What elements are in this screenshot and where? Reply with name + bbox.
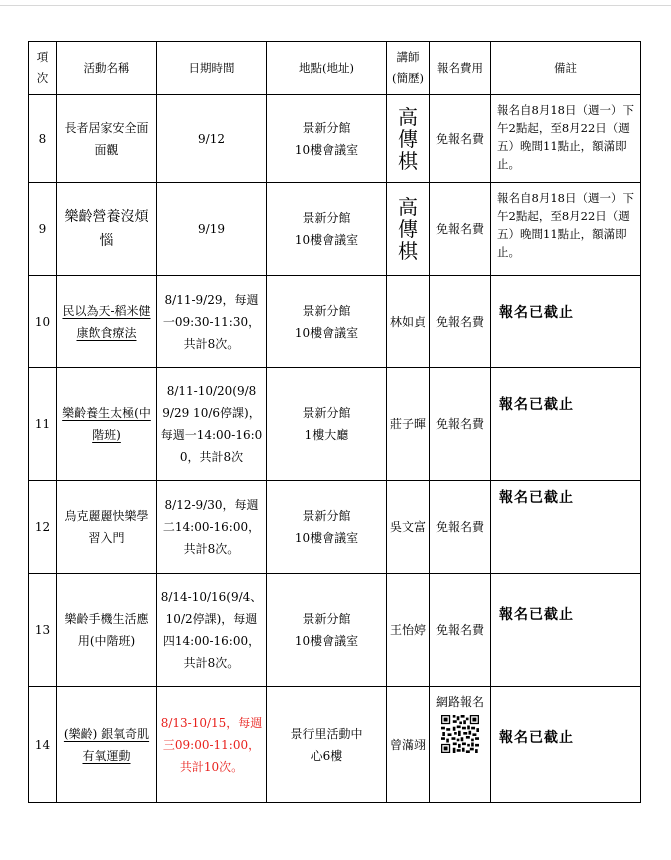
row-fee-label: 網路報名: [435, 695, 484, 709]
row-note: 報名已截止: [491, 481, 641, 574]
row-fee: 免報名費: [430, 95, 491, 183]
row-place-line1: 景新分館: [302, 303, 351, 318]
row-fee: 免報名費: [430, 574, 491, 687]
row-place-line2: 10樓會議室: [294, 233, 359, 247]
row-date: 8/12-9/30，每週二14:00-16:00，共計8次。: [157, 481, 267, 574]
row-note: 報名已截止: [491, 276, 641, 368]
page-top-rule: [0, 5, 671, 6]
row-fee: [430, 687, 491, 803]
row-place: [267, 276, 387, 368]
row-note: 報名自8月18日（週一）下午2點起，至8月22日（週五）晚間11點止，額滿即止。: [491, 95, 641, 183]
row-note: 報名自8月18日（週一）下午2點起，至8月22日（週五）晚間11點止，額滿即止。: [491, 183, 641, 276]
row-place: [267, 368, 387, 481]
row-place-line2: 1樓大廳: [304, 428, 349, 442]
table-row: [29, 574, 641, 687]
row-note: 報名已截止: [491, 687, 641, 803]
header-no: 項次: [29, 42, 57, 95]
header-note: 備註: [491, 42, 641, 95]
row-place-line1: 景新分館: [302, 406, 351, 420]
header-name: 活動名稱: [57, 42, 157, 95]
row-place-line1: 景新分館: [302, 612, 351, 626]
row-place-line2: 10樓會議室: [294, 142, 359, 157]
registration-qr-code-icon[interactable]: [441, 715, 479, 753]
row-place-line2: 心6樓: [310, 748, 343, 763]
row-no: 13: [29, 574, 57, 687]
row-place: [267, 481, 387, 574]
row-place: [267, 687, 387, 803]
header-fee: 報名費用: [430, 42, 491, 95]
row-date: 8/13-10/15，每週三09:00-11:00，共計10次。: [157, 687, 267, 803]
row-name: 樂齡養生太極(中階班): [57, 368, 157, 481]
row-no: 12: [29, 481, 57, 574]
row-name: 樂齡手機生活應用(中階班): [57, 574, 157, 687]
header-teacher: 講師(簡歷): [387, 42, 430, 95]
row-fee: 免報名費: [430, 183, 491, 276]
row-no: 14: [29, 687, 57, 803]
row-date: 9/19: [157, 183, 267, 276]
row-teacher: 曾滿翊: [387, 687, 430, 803]
row-no: 9: [29, 183, 57, 276]
table-row: [29, 95, 641, 183]
row-date: 8/11-10/20(9/8 9/29 10/6停課)，每週一14:00-16:00，共計8次: [157, 368, 267, 481]
row-place: [267, 183, 387, 276]
row-no: 8: [29, 95, 57, 183]
table-row: [29, 687, 641, 803]
row-name: 烏克麗麗快樂學習入門: [57, 481, 157, 574]
row-name: (樂齡) 銀氧奇肌有氧運動: [57, 687, 157, 803]
row-name: 長者居家安全面面觀: [57, 95, 157, 183]
table-header-row: [29, 42, 641, 95]
row-name: 民以為天-稻米健康飲食療法: [57, 276, 157, 368]
row-note: 報名已截止: [491, 368, 641, 481]
row-place-line1: 景新分館: [302, 211, 351, 225]
row-place: [267, 574, 387, 687]
row-date: 8/14-10/16(9/4、10/2停課)，每週四14:00-16:00，共計8次。: [157, 574, 267, 687]
row-no: 11: [29, 368, 57, 481]
row-place: [267, 95, 387, 183]
header-date: 日期時間: [157, 42, 267, 95]
row-teacher: 高傳棋: [387, 183, 430, 276]
row-place-line1: 景行里活動中: [290, 726, 363, 741]
table-row: [29, 183, 641, 276]
row-place-line1: 景新分館: [302, 120, 351, 135]
row-note: 報名已截止: [491, 574, 641, 687]
row-date: 8/11-9/29，每週一09:30-11:30，共計8次。: [157, 276, 267, 368]
row-place-line2: 10樓會議室: [294, 325, 359, 340]
table-row: [29, 481, 641, 574]
row-place-line2: 10樓會議室: [294, 634, 359, 648]
row-fee: 免報名費: [430, 276, 491, 368]
activity-table: [28, 41, 641, 803]
row-teacher: 王怡婷: [387, 574, 430, 687]
header-place: 地點(地址): [267, 42, 387, 95]
row-date: 9/12: [157, 95, 267, 183]
row-fee: 免報名費: [430, 481, 491, 574]
row-no: 10: [29, 276, 57, 368]
row-fee: 免報名費: [430, 368, 491, 481]
table-row: [29, 276, 641, 368]
row-place-line2: 10樓會議室: [294, 531, 359, 545]
table-row: [29, 368, 641, 481]
row-teacher: 吳文富: [387, 481, 430, 574]
row-teacher: 林如貞: [387, 276, 430, 368]
row-name: 樂齡營養沒煩惱: [57, 183, 157, 276]
row-teacher: 高傳棋: [387, 95, 430, 183]
row-teacher: 莊子暉: [387, 368, 430, 481]
row-place-line1: 景新分館: [302, 509, 351, 523]
